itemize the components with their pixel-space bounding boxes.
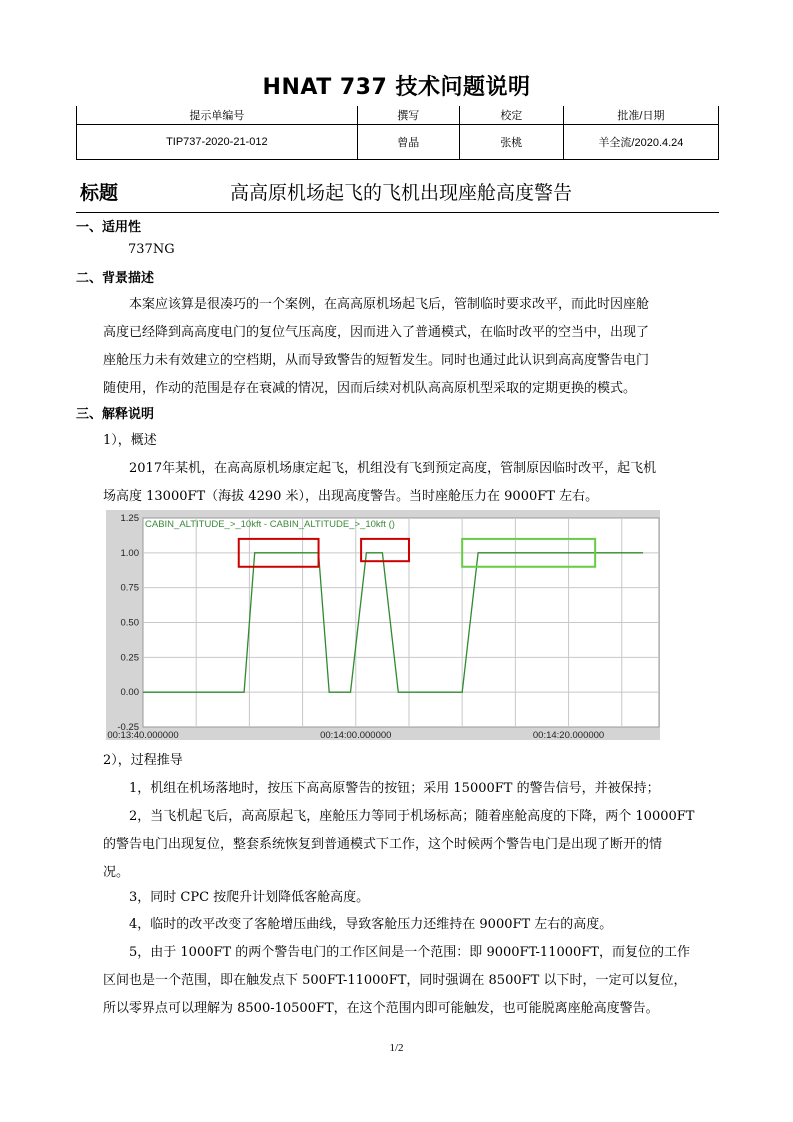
y-tick-label: 0.50 <box>120 617 139 629</box>
background-line-3: 座舱压力未有效建立的空档期，从而导致警告的短暂发生。同时也通过此认识到高高度警告电门 <box>103 353 650 368</box>
meta-value-approval-date: 羊全流/2020.4.24 <box>563 125 718 160</box>
subsection-overview: 1），概述 <box>103 433 157 448</box>
metadata-table <box>76 106 719 160</box>
background-line-2: 高度已经降到高高度电门的复位气压高度，因而进入了普通模式，在临时改平的空当中，出现了 <box>103 325 650 340</box>
step-2-line-2: 的警告电门出现复位，整套系统恢复到普通模式下工作，这个时候两个警告电门是出现了断开的情 <box>103 837 663 852</box>
y-tick-label: -0.25 <box>117 722 139 733</box>
x-tick-label: 00:14:00.000000 <box>320 730 392 740</box>
meta-value-reviewer: 张桃 <box>459 125 563 160</box>
section-heading-explanation: 三、解释说明 <box>76 407 155 422</box>
step-2-line-3: 况。 <box>103 865 130 880</box>
y-tick-label: 1.25 <box>120 513 139 524</box>
y-tick-label: 0.00 <box>120 687 139 699</box>
y-tick-label: 0.75 <box>120 582 139 594</box>
chart-title: CABIN_ALTITUDE_>_10kft - CABIN_ALTITUDE_>_10kft () <box>145 519 395 530</box>
step-5-line-3: 所以零界点可以理解为 8500-10500FT，在这个范围内即可能触发，也可能脱离座舱高度警告。 <box>103 1001 659 1016</box>
subject-row <box>76 172 719 213</box>
section-heading-background: 二、背景描述 <box>76 271 155 286</box>
step-1-line-1: 1，机组在机场落地时，按压下高高原警告的按钮；采用 15000FT 的警告信号，并被保持； <box>129 781 660 796</box>
document-title: HNAT 737 技术问题说明 <box>262 75 531 100</box>
subject-text: 高高原机场起飞的飞机出现座舱高度警告 <box>230 182 573 204</box>
overview-line-2: 场高度 13000FT（海拔 4290 米），出现高度警告。当时座舱压力在 9000FT 左右。 <box>103 489 599 504</box>
y-tick-label: 0.25 <box>120 652 139 664</box>
background-line-4: 随使用，作动的范围是存在衰减的情况，因而后续对机队高高原机型采取的定期更换的模式。 <box>103 381 637 396</box>
meta-value-tip-number: TIP737-2020-21-012 <box>77 125 358 160</box>
meta-header-approval-date: 批准/日期 <box>563 106 718 125</box>
subsection-process: 2），过程推导 <box>103 753 183 768</box>
step-2-line-1: 2，当飞机起飞后，高高原起飞，座舱压力等同于机场标高；随着座舱高度的下降，两个 10000FT <box>129 809 695 824</box>
chart-canvas <box>106 510 660 740</box>
overview-line-1: 2017年某机，在高高原机场康定起飞，机组没有飞到预定高度，管制原因临时改平，起飞机 <box>129 461 657 476</box>
background-line-1: 本案应该算是很凑巧的一个案例，在高高原机场起飞后，管制临时要求改平，而此时因座舱 <box>129 297 650 312</box>
applicability-text: 737NG <box>128 242 175 257</box>
x-tick-label: 00:13:40.000000 <box>107 730 179 740</box>
meta-header-tip-number: 提示单编号 <box>77 106 358 125</box>
meta-value-author: 曾晶 <box>357 125 459 160</box>
subject-label: 标题 <box>80 182 119 204</box>
meta-header-reviewer: 校定 <box>459 106 563 125</box>
cabin-altitude-chart <box>106 510 660 740</box>
step-3-line-1: 3，同时 CPC 按爬升计划降低客舱高度。 <box>129 890 370 905</box>
y-tick-label: 1.00 <box>120 547 139 559</box>
step-5-line-1: 5，由于 1000FT 的两个警告电门的工作区间是一个范围：即 9000FT-11000FT，而复位的工作 <box>129 945 690 960</box>
step-4-line-1: 4，临时的改平改变了客舱增压曲线，导致客舱压力还维持在 9000FT 左右的高度。 <box>129 917 613 932</box>
meta-header-author: 撰写 <box>357 106 459 125</box>
section-heading-applicability: 一、适用性 <box>76 220 142 235</box>
x-tick-label: 00:14:20.000000 <box>532 730 605 740</box>
page-number: 1/2 <box>389 1042 404 1054</box>
step-5-line-2: 区间也是一个范围，即在触发点下 500FT-11000FT，同时强调在 8500FT 以下时，一定可以复位， <box>103 973 687 988</box>
